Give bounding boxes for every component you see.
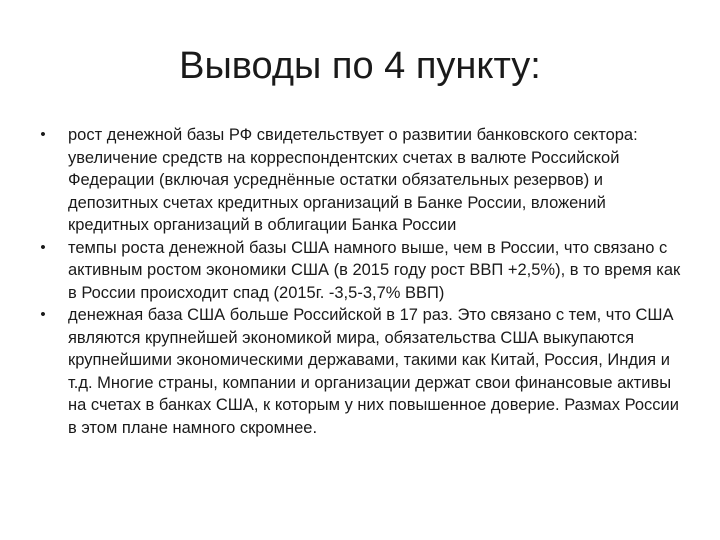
bullet-dot-icon: •	[40, 306, 46, 323]
bullet-text: темпы роста денежной базы США намного выше, чем в России, что связано с активным ростом экономики США (в 2015 году рост ВВП +2,5%), в то время как в России происходит спад (2015г. -3,5-3,7% ВВП)	[68, 238, 681, 302]
bullet-item	[36, 237, 688, 305]
bullet-text: денежная база США больше Российской в 17 раз. Это связано с тем, что США являются крупнейшей экономикой мира, обязательства США выкупаются крупнейшими экономическими державами, такими как Китай, Россия, Индия и т.д. Многие страны, компании и организации держат свои финансовые активы на счетах в банках США, к которым у них повышенное доверие. Размах России в этом плане намного скромнее.	[68, 306, 679, 437]
slide-title: Выводы по 4 пункту:	[179, 45, 541, 87]
bullet-list	[36, 124, 688, 439]
bullet-item	[36, 124, 688, 237]
bullet-text: рост денежной базы РФ свидетельствует о развитии банковского сектора: увеличение средств на корреспондентских счетах в валюте Российской Федерации (включая усреднённые остатки обязательных резервов) и депозитных счетах кредитных организаций в Банке России, вложений кредитных организаций в облигации Банка России	[68, 126, 638, 234]
bullet-dot-icon: •	[40, 126, 46, 143]
bullet-item	[36, 304, 688, 439]
bullet-dot-icon: •	[40, 238, 46, 256]
